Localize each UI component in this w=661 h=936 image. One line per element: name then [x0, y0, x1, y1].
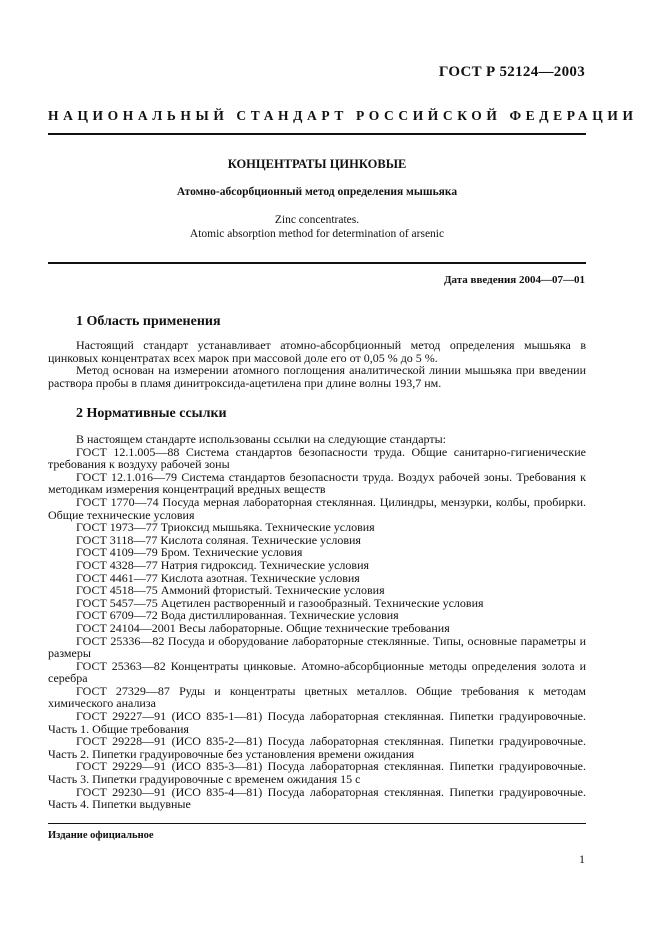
- introduction-date: Дата введения 2004—07—01: [443, 274, 585, 286]
- reference-item: ГОСТ 1973—77 Триоксид мышьяка. Технические условия: [76, 520, 375, 535]
- section-1-heading: 1 Область применения: [76, 314, 221, 329]
- reference-item: ГОСТ 29228—91 (ИСО 835-2—81) Посуда лабораторная стеклянная. Пипетки градуировочные. Часть 2. Пипетки градуировочные без установления времени ожидания: [48, 734, 586, 761]
- reference-item: ГОСТ 12.1.016—79 Система стандартов безопасности труда. Воздух рабочей зоны. Требования к методикам измерения концентраций вредных веществ: [48, 469, 586, 497]
- reference-item: ГОСТ 24104—2001 Весы лабораторные. Общие технические требования: [76, 620, 450, 635]
- document-subtitle: Атомно-абсорбционный метод определения мышьяка: [176, 186, 458, 198]
- reference-item: ГОСТ 6709—72 Вода дистиллированная. Технические условия: [76, 608, 399, 623]
- english-title-line-2: Atomic absorption method for determination of arsenic: [189, 228, 445, 240]
- reference-item: ГОСТ 29227—91 (ИСО 835-1—81) Посуда лабораторная стеклянная. Пипетки градуировочные. Часть 1. Общие требования: [48, 709, 586, 736]
- reference-item: ГОСТ 4461—77 Кислота азотная. Технические условия: [76, 570, 360, 585]
- reference-item: ГОСТ 12.1.005—88 Система стандартов безопасности труда. Общие санитарно-гигиенические требования к воздуху рабочей зоны: [48, 444, 586, 472]
- reference-item: ГОСТ 4328—77 Натрия гидроксид. Технические условия: [76, 557, 370, 572]
- page-number: 1: [579, 852, 585, 866]
- english-title-line-1: Zinc concentrates.: [274, 214, 360, 226]
- document-title: КОНЦЕНТРАТЫ ЦИНКОВЫЕ: [227, 157, 407, 171]
- national-standard-banner: НАЦИОНАЛЬНЫЙ СТАНДАРТ РОССИЙСКОЙ ФЕДЕРАЦИИ: [48, 108, 638, 123]
- official-edition-label: Издание официальное: [48, 830, 154, 841]
- paragraph: Метод основан на измерении атомного поглощения аналитической линии мышьяка при введении раствора пробы в пламя динитроксида-ацетилена при длине волны 193,7 нм.: [48, 363, 586, 390]
- reference-item: ГОСТ 25336—82 Посуда и оборудование лабораторные стеклянные. Типы, основные параметры и размеры: [48, 633, 586, 661]
- reference-item: ГОСТ 29229—91 (ИСО 835-3—81) Посуда лабораторная стеклянная. Пипетки градуировочные. Часть 3. Пипетки градуировочные с временем ожидания 15 с: [48, 759, 586, 787]
- section-2-heading: 2 Нормативные ссылки: [76, 406, 227, 421]
- english-title: [48, 213, 586, 241]
- reference-item: ГОСТ 3118—77 Кислота соляная. Технические условия: [76, 532, 361, 547]
- reference-item: ГОСТ 29230—91 (ИСО 835-4—81) Посуда лабораторная стеклянная. Пипетки градуировочные. Часть 4. Пипетки выдувные: [48, 784, 586, 812]
- standard-number: ГОСТ Р 52124—2003: [438, 64, 585, 80]
- paragraph: Настоящий стандарт устанавливает атомно-абсорбционный метод определения мышьяка в цинковых концентратах всех марок при массовой доле его от 0,05 % до 5 %.: [48, 338, 586, 365]
- paragraph: В настоящем стандарте использованы ссылки на следующие стандарты:: [76, 432, 447, 446]
- reference-item: ГОСТ 25363—82 Концентраты цинковые. Атомно-абсорбционные методы определения золота и серебра: [48, 658, 586, 686]
- top-rule: [48, 133, 586, 135]
- section-2-body: [48, 433, 586, 811]
- reference-item: ГОСТ 4109—79 Бром. Технические условия: [76, 545, 303, 560]
- section-1-body: [48, 339, 586, 389]
- footer-rule: [48, 823, 586, 824]
- title-rule: [48, 262, 586, 264]
- reference-item: ГОСТ 5457—75 Ацетилен растворенный и газообразный. Технические условия: [76, 595, 484, 610]
- reference-item: ГОСТ 27329—87 Руды и концентраты цветных металлов. Общие требования к методам химического анализа: [48, 683, 586, 711]
- reference-item: ГОСТ 1770—74 Посуда мерная лабораторная стеклянная. Цилиндры, мензурки, колбы, пробирки. Общие технические условия: [48, 494, 586, 522]
- reference-item: ГОСТ 4518—75 Аммоний фтористый. Технические условия: [76, 583, 385, 598]
